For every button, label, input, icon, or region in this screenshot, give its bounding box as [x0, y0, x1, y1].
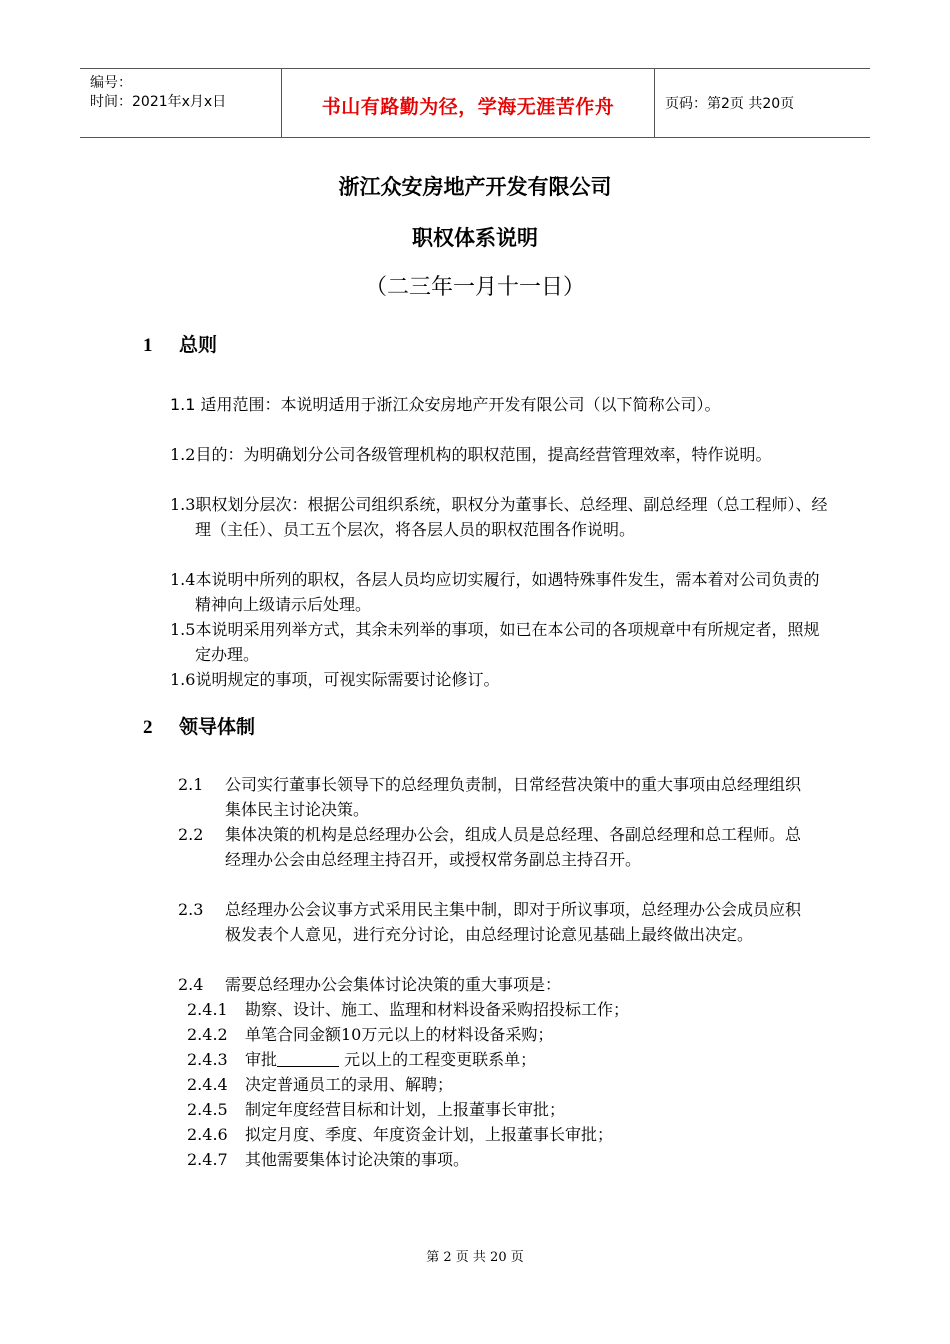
section-1-heading: [143, 330, 217, 357]
item-text: 勘察、设计、施工、监理和材料设备采购招投标工作；: [245, 1000, 630, 1019]
item-number: 2.2: [178, 825, 204, 844]
page-header: [80, 68, 870, 138]
section-number: 1: [143, 335, 153, 356]
page-footer: 第 2 页 共 20 页: [426, 1250, 524, 1265]
header-page-cell: [655, 69, 870, 137]
item-text: 总经理办公会议事方式采用民主集中制，即对于所议事项，总经理办公会成员应积极发表个人意见，进行充分讨论，由总经理讨论意见基础上最终做出决定。: [225, 900, 802, 944]
sub-list-item: [187, 997, 807, 1022]
item-text: 其他需要集体讨论决策的事项。: [245, 1150, 470, 1169]
sub-list-item: [187, 1147, 807, 1172]
item-text: 单笔合同金额10万元以上的材料设备采购；: [245, 1025, 554, 1044]
list-item: [178, 822, 818, 897]
item-number: 2.4.3: [187, 1050, 228, 1069]
item-number: 2.4.1: [187, 1000, 228, 1019]
sub-list-item: [187, 1047, 807, 1072]
header-meta-cell: [80, 69, 282, 137]
section-title: 领导体制: [179, 716, 256, 738]
doc-time-label: 时间：2021年x月x日: [90, 94, 227, 110]
header-page-info: 页码：第2页 共20页: [665, 96, 795, 112]
item-text: 集体决策的机构是总经理办公会，组成人员是总经理、各副总经理和总工程师。总经理办公会由总经理主持召开，或授权常务副总主持召开。: [225, 825, 802, 869]
item-number: 2.1: [178, 775, 204, 794]
item-number: 2.4.4: [187, 1075, 228, 1094]
paragraph-1-2: 1.2目的：为明确划分公司各级管理机构的职权范围，提高经营管理效率，特作说明。: [170, 445, 772, 464]
item-text-prefix: 审批: [245, 1050, 278, 1069]
item-text-suffix: 元以上的工程变更联系单；: [344, 1050, 537, 1069]
doc-number-label: 编号：: [90, 75, 132, 91]
item-number: 2.3: [178, 900, 204, 919]
item-text: [245, 1047, 536, 1072]
paragraph-1-1: 1.1 适用范围：本说明适用于浙江众安房地产开发有限公司（以下简称公司）。: [170, 395, 721, 414]
paragraph-1-4: 1.4本说明中所列的职权，各层人员均应切实履行，如遇特殊事件发生，需本着对公司负责的精神向上级请示后处理。: [170, 570, 820, 614]
header-motto-cell: [282, 69, 655, 137]
sub-list-item: [187, 1022, 807, 1047]
section-title: 总则: [179, 334, 218, 356]
item-number: 2.4.5: [187, 1100, 228, 1119]
item-number: 2.4: [178, 975, 204, 994]
item-text: 需要总经理办公会集体讨论决策的重大事项是：: [225, 975, 562, 994]
section-2-heading: [143, 712, 255, 739]
header-motto: 书山有路勤为径，学海无涯苦作舟: [321, 96, 615, 118]
paragraph-1-5: 1.5本说明采用列举方式，其余未列举的事项，如已在本公司的各项规章中有所规定者，照规定办理。: [170, 620, 820, 664]
list-item: [178, 897, 818, 972]
company-title: 浙江众安房地产开发有限公司: [338, 175, 612, 199]
list-item: [178, 972, 818, 997]
item-text: 拟定月度、季度、年度资金计划，上报董事长审批；: [245, 1125, 614, 1144]
item-number: 2.4.7: [187, 1150, 228, 1169]
item-number: 2.4.6: [187, 1125, 228, 1144]
document-date: （二三年一月十一日）: [364, 275, 585, 300]
item-number: 2.4.2: [187, 1025, 228, 1044]
fill-in-blank[interactable]: [277, 1050, 339, 1067]
sub-list-item: [187, 1122, 807, 1147]
item-text: 公司实行董事长领导下的总经理负责制，日常经营决策中的重大事项由总经理组织集体民主讨论决策。: [225, 775, 802, 819]
paragraph-1-3: 1.3职权划分层次：根据公司组织系统，职权分为董事长、总经理、副总经理（总工程师）、经理（主任）、员工五个层次，将各层人员的职权范围各作说明。: [170, 495, 828, 539]
paragraph-1-6: 1.6说明规定的事项，可视实际需要讨论修订。: [170, 670, 500, 689]
document-title: 职权体系说明: [412, 226, 538, 250]
item-text: 制定年度经营目标和计划，上报董事长审批；: [245, 1100, 566, 1119]
sub-list-item: [187, 1097, 807, 1122]
section-number: 2: [143, 717, 153, 738]
item-text: 决定普通员工的录用、解聘；: [245, 1075, 454, 1094]
sub-list-item: [187, 1072, 807, 1097]
list-item: [178, 772, 818, 822]
